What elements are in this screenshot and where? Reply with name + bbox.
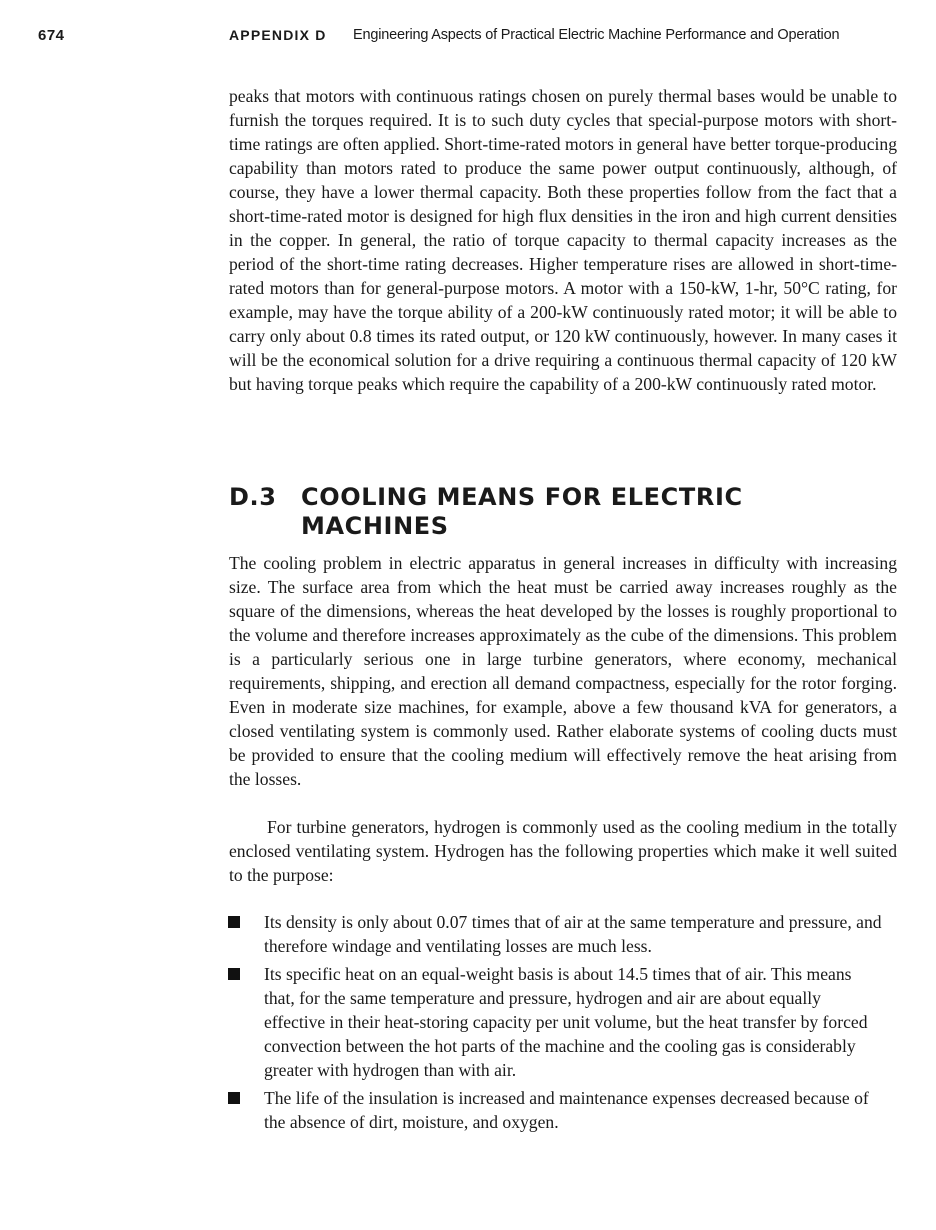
- hydrogen-properties-list: [226, 910, 906, 1138]
- appendix-label: APPENDIX D: [229, 27, 327, 43]
- list-item: [226, 910, 906, 958]
- bullet-square-icon: [228, 968, 240, 980]
- section-number: D.3: [229, 483, 277, 511]
- list-item: [226, 962, 906, 1082]
- paragraph-short-time-ratings: peaks that motors with continuous ratings chosen on purely thermal bases would be unable to furnish the torques required. It is to such duty cycles that special-purpose motors with short-time ratings are often applied. Short-time-rated motors in general have better torque-producing capability than motors rated to produce the same power output continuously, although, of course, they have a lower thermal capacity. Both these properties follow from the fact that a short-time-rated motor is designed for high flux densities in the iron and high current densities in the copper. In general, the ratio of torque capacity to thermal capacity increases as the period of the short-time rating decreases. Higher temperature rises are allowed in short-time-rated motors than for general-purpose motors. A motor with a 150-kW, 1-hr, 50°C rating, for example, may have the torque ability of a 200-kW continuously rated motor; it will be able to carry only about 0.8 times its rated output, or 120 kW continuously, however. In many cases it will be the economical solution for a drive requiring a continuous thermal capacity of 120 kW but having torque peaks which require the capability of a 200-kW continuously rated motor.: [229, 86, 897, 394]
- list-item-text: Its specific heat on an equal-weight basis is about 14.5 times that of air. This means that, for the same temperature and pressure, hydrogen and air are about equally effective in their heat-storing capacity per unit volume, but the heat transfer by forced convection between the hot parts of the machine and the cooling gas is considerably greater with hydrogen than with air.: [264, 964, 868, 1080]
- bullet-square-icon: [228, 1092, 240, 1104]
- paragraph-hydrogen-intro: For turbine generators, hydrogen is commonly used as the cooling medium in the totally enclosed ventilating system. Hydrogen has the following properties which make it well suited to the purpose:: [229, 817, 897, 885]
- list-item-text: The life of the insulation is increased and maintenance expenses decreased because of the absence of dirt, moisture, and oxygen.: [264, 1088, 869, 1132]
- appendix-title: Engineering Aspects of Practical Electric Machine Performance and Operation: [353, 27, 840, 43]
- list-item-text: Its density is only about 0.07 times that of air at the same temperature and pressure, and therefore windage and ventilating losses are much less.: [264, 912, 882, 956]
- list-item: [226, 1086, 906, 1134]
- paragraph-cooling-problem: The cooling problem in electric apparatus in general increases in difficulty with increasing size. The surface area from which the heat must be carried away increases roughly as the square of the dimensions, whereas the heat developed by the losses is roughly proportional to the volume and therefore increases approximately as the cube of the dimensions. This problem is a particularly serious one in large turbine generators, where economy, mechanical requirements, shipping, and erection all demand compactness, especially for the rotor forging. Even in moderate size machines, for example, above a few thousand kVA for generators, a closed ventilating system is commonly used. Rather elaborate systems of cooling ducts must be provided to ensure that the cooling medium will effectively remove the heat arising from the losses.: [229, 553, 897, 789]
- bullet-square-icon: [228, 916, 240, 928]
- page-number: 674: [38, 27, 65, 44]
- running-head: [0, 27, 936, 49]
- section-title: COOLING MEANS FOR ELECTRIC MACHINES: [301, 483, 743, 540]
